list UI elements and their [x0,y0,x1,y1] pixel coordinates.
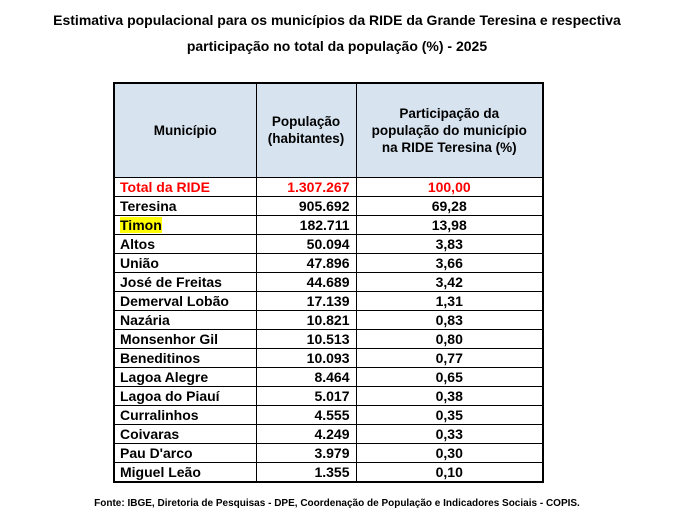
header-municipality: Município [114,83,256,177]
cell-share: 3,83 [356,234,543,253]
cell-municipality [114,386,256,405]
cell-municipality [114,215,256,234]
municipality-label: Monsenhor Gil [120,330,218,347]
cell-population: 17.139 [256,291,356,310]
municipality-label: Altos [120,235,155,252]
table-row [114,234,543,253]
cell-population: 182.711 [256,215,356,234]
table-row [114,177,543,196]
table-row [114,215,543,234]
municipality-label: Miguel Leão [120,463,201,480]
cell-share: 3,42 [356,272,543,291]
cell-share: 100,00 [356,177,543,196]
municipality-label: Lagoa do Piauí [120,387,220,404]
cell-municipality [114,405,256,424]
cell-share: 0,10 [356,462,543,482]
municipality-label: Pau D'arco [120,444,193,461]
cell-municipality [114,177,256,196]
table-row [114,310,543,329]
cell-municipality [114,443,256,462]
cell-population: 1.307.267 [256,177,356,196]
cell-municipality [114,253,256,272]
table-row [114,367,543,386]
cell-municipality [114,234,256,253]
cell-population: 1.355 [256,462,356,482]
header-share: Participação da população do município na RIDE Teresina (%) [356,83,543,177]
table-row [114,348,543,367]
cell-share: 0,33 [356,424,543,443]
cell-share: 0,35 [356,405,543,424]
table-body [114,177,543,482]
cell-share: 0,38 [356,386,543,405]
cell-population: 8.464 [256,367,356,386]
title-line-1: Estimativa populacional para os municípios da RIDE da Grande Teresina e respectiva [53,12,621,28]
municipality-label: Lagoa Alegre [120,368,209,385]
municipality-label: União [120,254,159,271]
cell-share: 0,83 [356,310,543,329]
cell-share: 69,28 [356,196,543,215]
municipality-label: Teresina [120,197,177,214]
municipality-label: Timon [120,216,162,233]
cell-population: 10.513 [256,329,356,348]
table-row [114,443,543,462]
table-row [114,329,543,348]
municipality-label: Total da RIDE [120,178,210,195]
cell-share: 13,98 [356,215,543,234]
cell-municipality [114,462,256,482]
cell-municipality [114,348,256,367]
table-row [114,291,543,310]
page-title [0,7,674,59]
cell-population: 44.689 [256,272,356,291]
cell-share: 0,77 [356,348,543,367]
cell-municipality [114,367,256,386]
cell-municipality [114,329,256,348]
table-row [114,424,543,443]
cell-municipality [114,196,256,215]
cell-municipality [114,291,256,310]
cell-population: 3.979 [256,443,356,462]
table-row [114,272,543,291]
cell-population: 10.093 [256,348,356,367]
cell-population: 50.094 [256,234,356,253]
cell-share: 3,66 [356,253,543,272]
cell-share: 0,80 [356,329,543,348]
municipality-label: Curralinhos [120,406,199,423]
source-note: Fonte: IBGE, Diretoria de Pesquisas - DPE, Coordenação de População e Indicadores Sociais - COPIS. [94,498,580,509]
cell-population: 47.896 [256,253,356,272]
cell-municipality [114,310,256,329]
table-row [114,405,543,424]
cell-population: 4.249 [256,424,356,443]
table-row [114,253,543,272]
cell-share: 0,65 [356,367,543,386]
cell-population: 4.555 [256,405,356,424]
municipality-label: Demerval Lobão [120,292,229,309]
municipality-label: Coivaras [120,425,180,442]
cell-municipality [114,272,256,291]
table-row [114,462,543,482]
population-table [113,82,544,483]
cell-population: 5.017 [256,386,356,405]
table-row [114,386,543,405]
header-population: População (habitantes) [256,83,356,177]
cell-share: 1,31 [356,291,543,310]
cell-population: 905.692 [256,196,356,215]
municipality-label: Nazária [120,311,170,328]
cell-municipality [114,424,256,443]
header-row [114,83,543,177]
cell-share: 0,30 [356,443,543,462]
title-line-2: participação no total da população (%) - 2025 [186,38,488,54]
municipality-label: José de Freitas [120,273,222,290]
table-row [114,196,543,215]
cell-population: 10.821 [256,310,356,329]
municipality-label: Beneditinos [120,349,201,366]
